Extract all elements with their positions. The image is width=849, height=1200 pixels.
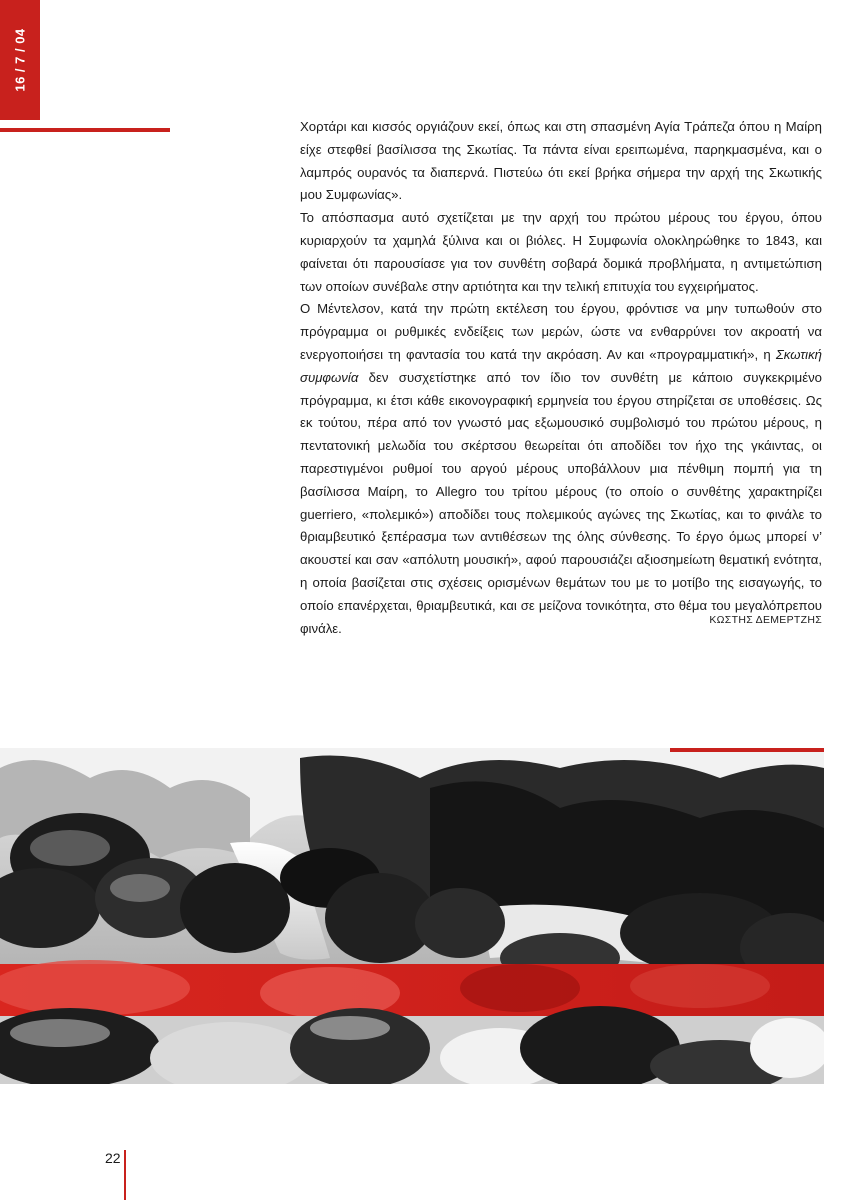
- paragraph-2: Το απόσπασμα αυτό σχετίζεται με την αρχή του πρώτου μέρους του έργου, όπου κυριαρχούν τα χαμηλά ξύλινα και οι βιόλες. Η Συμφωνία ολοκληρώθηκε το 1843, και φαίνεται ότι παρουσίασε για τον συνθέτη σοβαρά δομικά προβλήματα, η αντιμετώπιση των οποίων συνέβαλε στην αρτιότητα και την τελική επιτυχία του εγχειρήματος.: [300, 210, 822, 294]
- photo-red-accent: [670, 748, 824, 752]
- paragraph-3: [300, 298, 822, 640]
- top-red-rule: [0, 128, 170, 132]
- date-tab: [0, 0, 40, 120]
- issue-date: 16 / 7 / 04: [12, 28, 28, 92]
- page-number-rule: [124, 1150, 126, 1200]
- waterfall-photo: [0, 748, 824, 1084]
- paragraph-3-part-b: δεν συσχετίστηκε από τον ίδιο τον συνθέτη με κάποιο συγκεκριμένο πρόγραμμα, κι έτσι κάθε εικονογραφική ερμηνεία του έργου στηρίζεται σε υποθέσεις. Ως εκ τούτου, πέρα από τον γνωστό μας εξωμουσικό συμβολισμό του πρώτου μέρους, η πεντατονική μελωδία του σκέρτσου θεωρείται ότι αποδίδει τον ήχο της γκάιντας, οι παρεστιγμένοι ρυθμοί του αργού μέρους υποβάλλουν μια πένθιμη πομπή για τη βασίλισσα Μαίρη, το Allegro του τρίτου μέρους (το οποίο ο συνθέτης χαρακτηρίζει guerriero, «πολεμικό») αποδίδει τους πολεμικούς αγώνες της Σκωτίας, και το φινάλε το θριαμβευτικό ξεπέρασμα των αντιθέσεων της όλης σύνθεσης. Το έργο όμως μπορεί ν’ ακουστεί και σαν «απόλυτη μουσική», αφού παρουσιάζει αξιοσημείωτη θεματική ενότητα, η οποία βασίζεται στις σχέσεις ορισμένων θεμάτων του με το μοτίβο της εισαγωγής, το οποίο επανέρχεται, θριαμβευτικά, και σε μείζονα τονικότητα, στο θέμα του μεγαλόπρεπου φινάλε.: [300, 369, 822, 636]
- author-signature: ΚΩΣΤΗΣ ΔΕΜΕΡΤΖΗΣ: [709, 614, 822, 626]
- waterfall-rocks-icon: [0, 748, 824, 1084]
- article-body: [300, 116, 822, 640]
- paragraph-3-part-a: Ο Μέντελσον, κατά την πρώτη εκτέλεση του έργου, φρόντισε να μην τυπωθούν στο πρόγραμμα οι ρυθμικές ενδείξεις των μερών, ώστε να ενθαρρύνει τον ακροατή να ενεργοποιήσει τη φαντασία του κατά την ακρόαση. Αν και «προγραμματική», η: [300, 301, 822, 362]
- paragraph-1: Χορτάρι και κισσός οργιάζουν εκεί, όπως και στη σπασμένη Αγία Τράπεζα όπου η Μαίρη είχε στεφθεί βασίλισσα της Σκωτίας. Τα πάντα είναι ερειπωμένα, παρηκμασμένα, και ο λαμπρός ουρανός τα διαπερνά. Πιστεύω ότι εκεί βρήκα σήμερα την αρχή της Σκωτικής μου Συμφωνίας».: [300, 119, 822, 203]
- page-number: 22: [105, 1150, 121, 1166]
- symphony-title: Σκωτική συμφωνία: [300, 346, 822, 385]
